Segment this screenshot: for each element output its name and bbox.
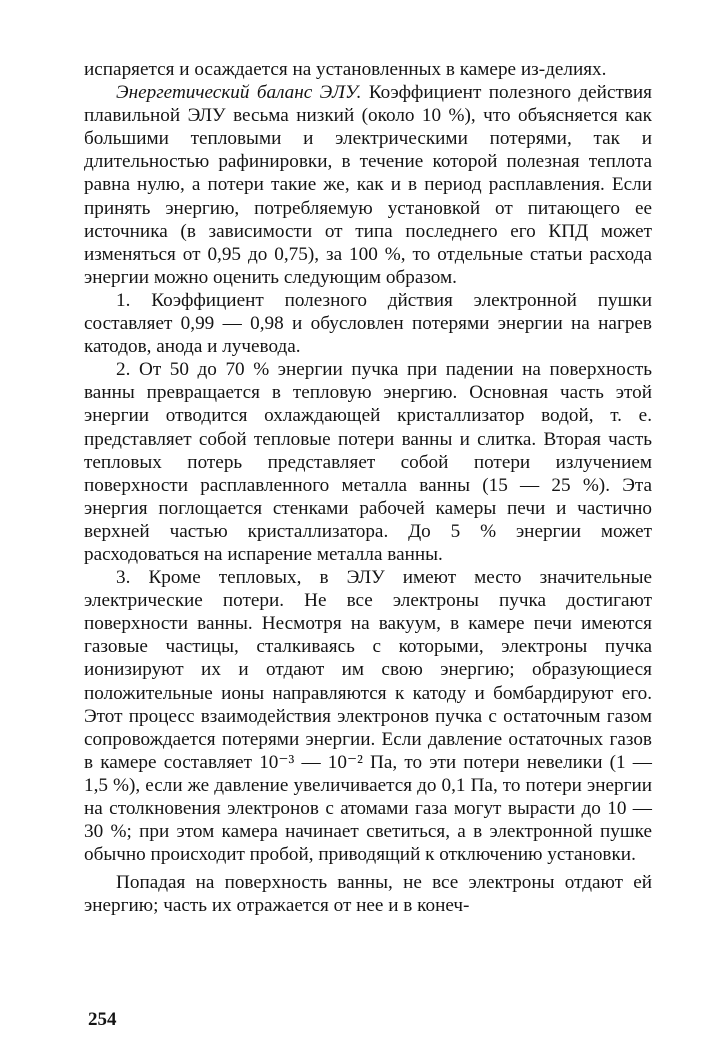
paragraph-text: 3. Кроме тепловых, в ЭЛУ имеют место значительные электрические потери. Не все электроны пучка достигают поверхности ванны. Несмотря на вакуум, в камере печи имеются газовые частицы, сталкиваясь с которыми, электроны пучка ионизируют их и отдают им свою энергию; образующиеся положительные ионы направляются к катоду и бомбардируют его. Этот процесс взаимодействия электронов пучка с остаточным газом сопровождается потерями энергии. Если давление остаточных газов в камере составляет 10⁻³ — 10⁻² Па, то эти потери невелики (1 — 1,5 %), если же давление увеличивается до 0,1 Па, то потери энергии на столкновения электронов с атомами газа могут вырасти до 10 — 30 %; при этом камера начинает светиться, а в электронной пушке обычно происходит пробой, приводящий к отключению установки. — [84, 567, 652, 866]
paragraph-item-3 — [84, 566, 652, 866]
paragraph-continuation — [84, 58, 652, 81]
paragraph-reflection — [84, 871, 652, 917]
paragraph-text: Коэффициент полезного действия плавильной ЭЛУ весьма низкий (около 10 %), что объясняется как большими тепловыми и электрическими потерями, так и длительностью рафинировки, в течение которой полезная теплота равна нулю, а потери такие же, как и в период расплавления. Если принять энергию, потребляемую установкой от питающего ее источника (в зависимости от типа последнего его КПД может изменяться от 0,95 до 0,75), за 100 %, то отдельные статьи расхода энергии можно оценить следующим образом. — [84, 82, 653, 288]
paragraph-text: 2. От 50 до 70 % энергии пучка при падении на поверхность ванны превращается в тепловую энергию. Основная часть этой энергии отводится охлаждающей кристаллизатор водой, т. е. представляет собой тепловые потери ванны и слитка. Вторая часть тепловых потерь представляет собой потери излучением поверхности расплавленного металла ванны (15 — 25 %). Эта энергия поглощается стенками рабочей камеры печи и частично верхней частью кристаллизатора. До 5 % энергии может расходоваться на испарение металла ванны. — [84, 359, 652, 565]
paragraph-text: Попадая на поверхность ванны, не все электроны отдают ей энергию; часть их отражается от нее и в конеч- — [84, 872, 652, 917]
page-number: 254 — [88, 1009, 117, 1030]
paragraph-item-1 — [84, 289, 652, 358]
paragraph-text: испаряется и осаждается на установленных в камере из-делиях. — [84, 59, 607, 80]
paragraph-text: 1. Коэффициент полезного дйствия электронной пушки составляет 0,99 — 0,98 и обусловлен потерями энергии на нагрев катодов, анода и лучевода. — [84, 289, 652, 358]
paragraph-item-2 — [84, 358, 652, 566]
body-text — [84, 58, 652, 917]
paragraph-energy-balance — [84, 81, 652, 289]
section-run-in-heading: Энергетический баланс ЭЛУ. — [116, 82, 362, 104]
